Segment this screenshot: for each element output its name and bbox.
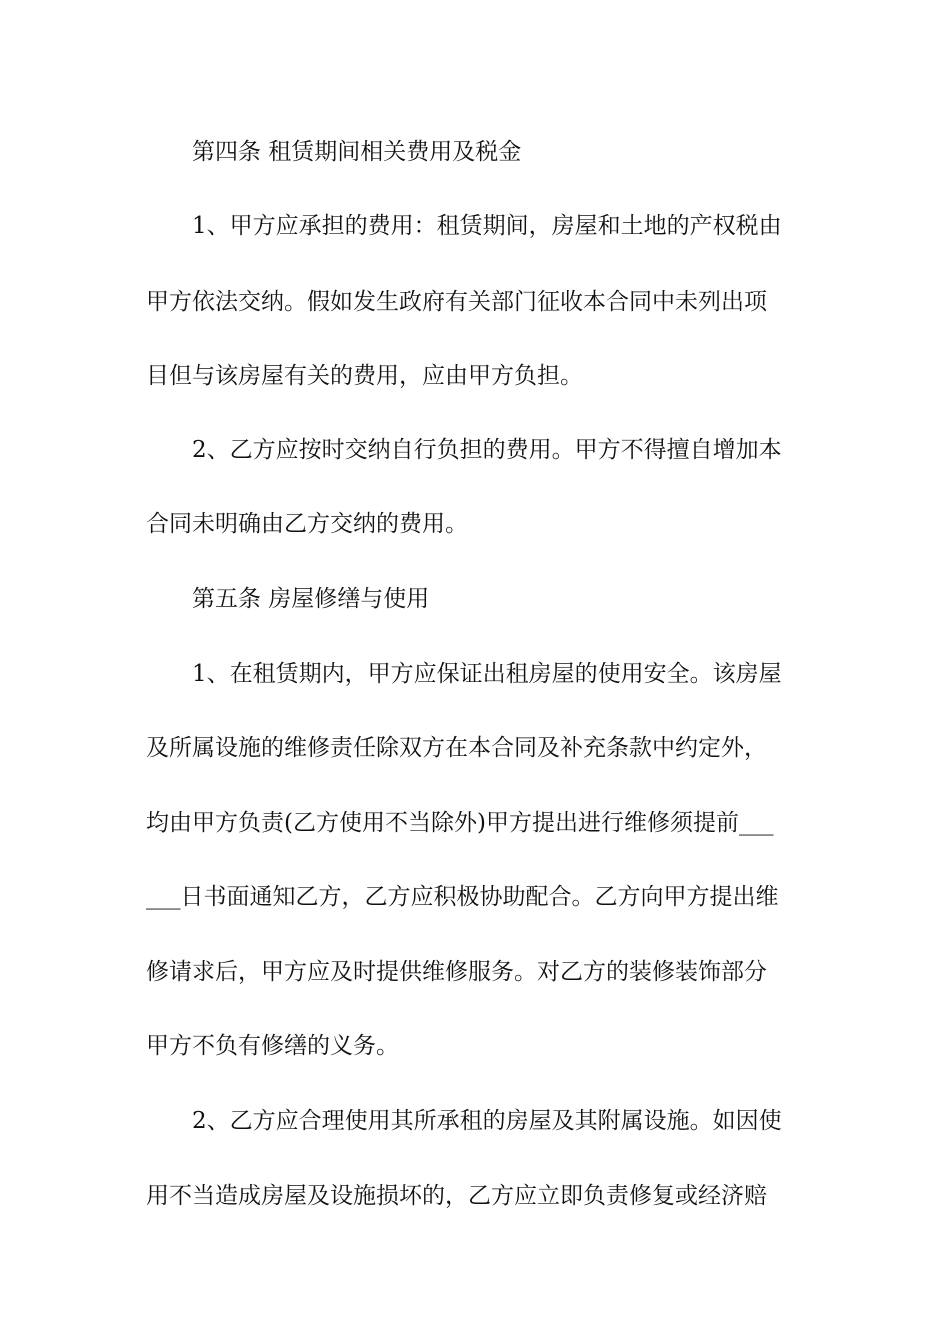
- article-5-heading: 第五条 房屋修缮与使用: [192, 586, 430, 612]
- article-4-heading: 第四条 租赁期间相关费用及税金: [192, 139, 522, 165]
- text-line: 甲方依法交纳。假如发生政府有关部门征收本合同中未列出项: [146, 289, 767, 315]
- text-line: 甲方不负有修缮的义务。: [146, 1033, 399, 1059]
- text-line: 1、甲方应承担的费用：租赁期间，房屋和土地的产权税由: [192, 213, 782, 239]
- text-line: 均由甲方负责(乙方使用不当除外)甲方提出进行维修须提前___: [146, 810, 774, 836]
- text-line: 用不当造成房屋及设施损坏的，乙方应立即负责修复或经济赔: [146, 1183, 767, 1209]
- text-line: ___日书面通知乙方，乙方应积极协助配合。乙方向甲方提出维: [146, 884, 779, 910]
- text-line: 1、在租赁期内，甲方应保证出租房屋的使用安全。该房屋: [192, 661, 782, 687]
- text-line: 目但与该房屋有关的费用，应由甲方负担。: [146, 363, 583, 389]
- text-line: 及所属设施的维修责任除双方在本合同及补充条款中约定外，: [146, 735, 767, 761]
- text-line: 合同未明确由乙方交纳的费用。: [146, 511, 468, 537]
- text-line: 2、乙方应按时交纳自行负担的费用。甲方不得擅自增加本: [192, 437, 782, 463]
- text-line: 修请求后，甲方应及时提供维修服务。对乙方的装修装饰部分: [146, 959, 767, 985]
- text-line: 2、乙方应合理使用其所承租的房屋及其附属设施。如因使: [192, 1108, 782, 1134]
